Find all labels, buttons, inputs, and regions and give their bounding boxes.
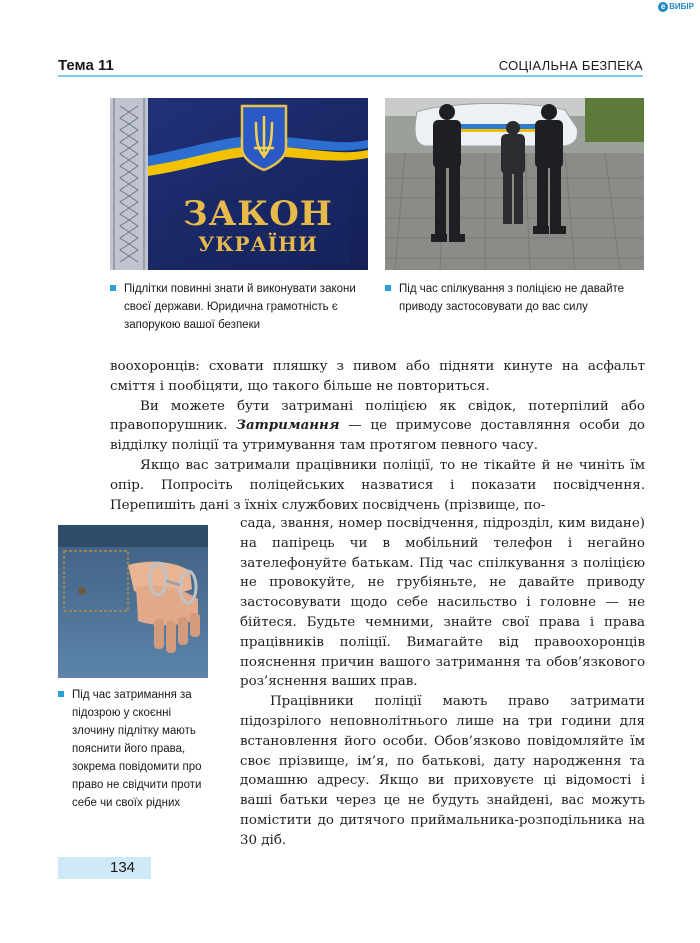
paragraph-continuation: воохоронців: сховати пляшку з пивом або підняти кинуте на асфальт сміття і пообіцяти, що такого більше не повториться.	[110, 359, 645, 394]
page-header	[58, 55, 643, 77]
handcuffs-image-caption	[58, 686, 208, 812]
handcuffs-caption-text: Під час затримання за підозрою у скоєнні злочину підлітку мають пояснити його права, зокрема повідомити про право не свідчити проти себе чи своїх рідних	[72, 689, 202, 809]
caption-bullet-icon	[385, 285, 391, 291]
law-book-subtitle: УКРАЇНИ	[198, 232, 318, 256]
law-image-caption	[110, 280, 368, 334]
police-detention-illustration	[385, 98, 644, 270]
handcuffs-photo	[58, 525, 208, 678]
section-title: СОЦІАЛЬНА БЕЗПЕКА	[498, 58, 643, 73]
police-detention-photo	[385, 98, 644, 270]
paragraph-police-rights: Працівники поліції мають право затримати підозрілого неповнолітнього лише на три години для встановлення його особи. Обов’язково повідомляйте їм своє прізвище, ім’я, по батькові, дату народження та домашню адресу. Якщо ви приховуєте ці відомості і ваші батьки через це не будуть знайдені, вас можуть помістити до дитячого приймальника-розподільника на 30 діб.	[240, 694, 645, 848]
main-text-side	[240, 514, 645, 851]
police-image-caption	[385, 280, 647, 316]
police-caption-text: Під час спілкування з поліцією не давайте приводу застосовувати до вас силу	[399, 283, 625, 313]
page-number	[58, 857, 151, 879]
caption-bullet-icon	[110, 285, 116, 291]
caption-bullet-icon	[58, 691, 64, 697]
topic-label: Тема 11	[58, 57, 114, 74]
paragraph-detained-advice-start: Якщо вас затримали працівники поліції, то не тікайте й не чиніть їм опір. Попросіть поліцейських назватися і показати посвідчення. Перепишіть дані з їхніх службових посвідчень (прізвище, по-	[110, 457, 645, 513]
logo-mark-icon: e	[658, 2, 668, 12]
law-caption-text: Підлітки повинні знати й виконувати закони своєї держави. Юридична грамотність є запорукою вашої безпеки	[124, 283, 356, 331]
handcuffs-illustration	[58, 525, 208, 678]
publisher-logo-text: ВИБІР	[669, 2, 694, 11]
publisher-logo	[658, 2, 694, 12]
paragraph-detention-definition	[110, 397, 645, 456]
law-book-image	[110, 98, 368, 270]
law-book-title: ЗАКОН	[183, 194, 333, 234]
paragraph-text: Ви можете бути затримані поліцією як свідок, потерпілий або правопорушник.	[110, 398, 645, 434]
term-detention: Затримання	[236, 417, 340, 434]
page-number-text: 134	[110, 859, 136, 876]
main-text-top	[110, 357, 645, 515]
paragraph-text: — це примусове доставляння особи до відділку поліції та утримування там протягом певного часу.	[110, 418, 645, 454]
paragraph-detained-advice-cont: сада, звання, номер посвідчення, підрозділ, ким видане) на папірець чи в мобільний телефон і негайно зателефонуйте батькам. Під час спілкування з поліцією не провокуйте, не грубіяньте, не давайте приводу застосовувати щодо себе насильство і головне — не бійтеся. Будьте чемними, знайте свої права і права працівників поліції. Вимагайте від правоохоронців пояснення причин вашого затримання та обов’язкового роз’яснення ваших прав.	[240, 516, 645, 690]
